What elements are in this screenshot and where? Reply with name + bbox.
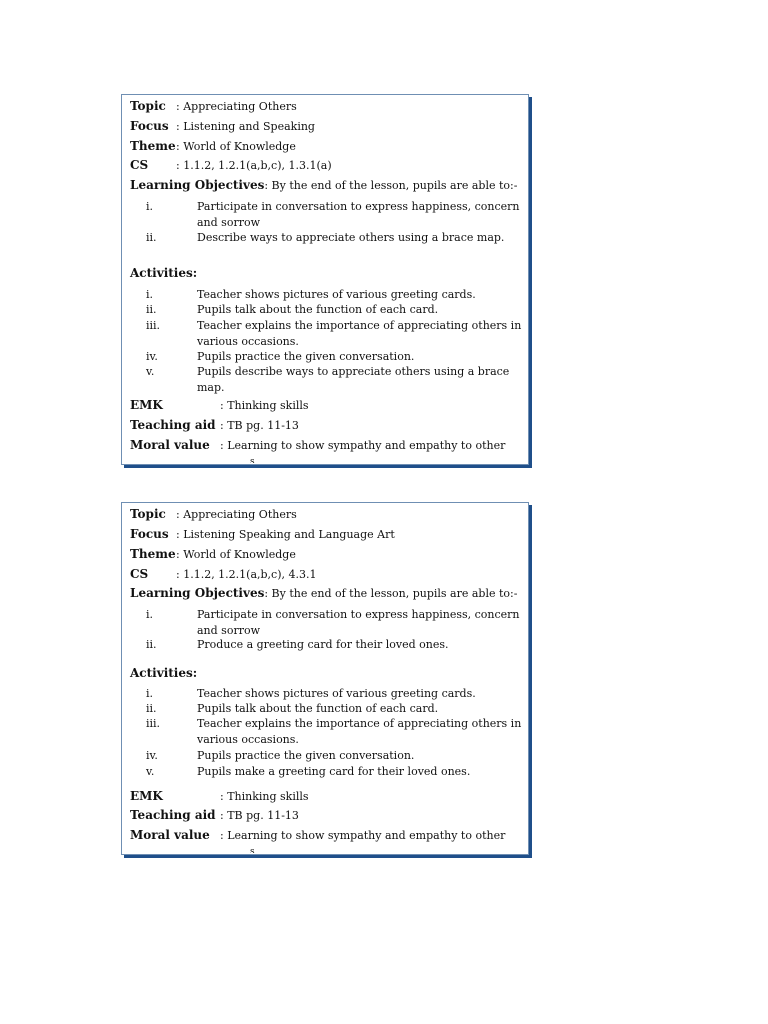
- activity-text: Pupils talk about the function of each card.: [197, 702, 439, 715]
- objective-number: i.: [146, 200, 154, 213]
- activity-number: iv.: [146, 350, 158, 363]
- learning-objectives-text: : By the end of the lesson, pupils are able to:-: [264, 179, 518, 192]
- emk-row: [130, 789, 522, 804]
- focus-value: : Listening Speaking and Language Art: [176, 528, 395, 541]
- activities-heading-row: [130, 666, 522, 681]
- topic-row: [130, 99, 522, 114]
- emk-row: [130, 398, 522, 413]
- learning-objectives-row: [130, 178, 522, 193]
- emk-value: : Thinking skills: [220, 399, 309, 412]
- theme-value: : World of Knowledge: [176, 548, 296, 561]
- learning-objectives-row: [130, 586, 522, 601]
- moral-value-label: Moral value: [130, 828, 210, 842]
- teaching-aid-label: Teaching aid: [130, 808, 216, 822]
- activity-text: Teacher shows pictures of various greeting cards.: [197, 288, 476, 301]
- moral-value-row: [130, 828, 522, 843]
- activity-text: Pupils practice the given conversation.: [197, 350, 415, 363]
- moral-value-text: : Learning to show sympathy and empathy to other: [220, 439, 506, 452]
- activity-text: Pupils describe ways to appreciate others using a brace map.: [197, 365, 510, 394]
- objective-number: ii.: [146, 638, 157, 651]
- activity-text: Teacher explains the importance of appreciating others in various occasions.: [197, 717, 522, 746]
- cs-value: : 1.1.2, 1.2.1(a,b,c), 4.3.1: [176, 568, 317, 581]
- moral-value-label: Moral value: [130, 438, 210, 452]
- lesson-plan-card-2: [121, 502, 529, 855]
- learning-objectives-text: : By the end of the lesson, pupils are able to:-: [264, 587, 518, 600]
- focus-label: Focus: [130, 119, 169, 133]
- activity-text: Pupils talk about the function of each card.: [197, 303, 439, 316]
- teaching-aid-row: [130, 418, 522, 433]
- cs-row: [130, 567, 522, 582]
- activity-text: Teacher shows pictures of various greeting cards.: [197, 687, 476, 700]
- learning-objectives-label: Learning Objectives: [130, 586, 265, 600]
- activity-number: i.: [146, 288, 154, 301]
- topic-label: Topic: [130, 99, 166, 113]
- topic-row: [130, 507, 522, 522]
- theme-value: : World of Knowledge: [176, 140, 296, 153]
- activity-text: Pupils practice the given conversation.: [197, 749, 415, 762]
- activity-text: Pupils make a greeting card for their loved ones.: [197, 765, 471, 778]
- teaching-aid-value: : TB pg. 11-13: [220, 419, 299, 432]
- activity-number: v.: [146, 765, 155, 778]
- lesson-plan-card-1: [121, 94, 529, 465]
- activity-number: v.: [146, 365, 155, 378]
- cs-label: CS: [130, 158, 149, 172]
- emk-label: EMK: [130, 789, 163, 803]
- activity-number: iii.: [146, 319, 161, 332]
- teaching-aid-label: Teaching aid: [130, 418, 216, 432]
- activity-number: ii.: [146, 702, 157, 715]
- objective-text: Describe ways to appreciate others using a brace map.: [197, 231, 505, 244]
- cs-label: CS: [130, 567, 149, 581]
- activity-text: Teacher explains the importance of appreciating others in various occasions.: [197, 319, 522, 348]
- cs-row: [130, 158, 522, 173]
- learning-objectives-label: Learning Objectives: [130, 178, 265, 192]
- activities-heading: Activities:: [130, 666, 198, 680]
- activity-number: i.: [146, 687, 154, 700]
- moral-value-text: : Learning to show sympathy and empathy to other: [220, 829, 506, 842]
- focus-row: [130, 527, 522, 542]
- emk-label: EMK: [130, 398, 163, 412]
- theme-label: Theme: [130, 139, 176, 153]
- theme-label: Theme: [130, 547, 176, 561]
- activity-number: iii.: [146, 717, 161, 730]
- objective-text: Participate in conversation to express happiness, concern and sorrow: [197, 200, 520, 229]
- activity-number: iv.: [146, 749, 158, 762]
- emk-value: : Thinking skills: [220, 790, 309, 803]
- focus-row: [130, 119, 522, 134]
- activity-number: ii.: [146, 303, 157, 316]
- topic-value: : Appreciating Others: [176, 100, 297, 113]
- objective-number: i.: [146, 608, 154, 621]
- focus-label: Focus: [130, 527, 169, 541]
- teaching-aid-row: [130, 808, 522, 823]
- objective-text: Produce a greeting card for their loved ones.: [197, 638, 449, 651]
- objective-text: Participate in conversation to express happiness, concern and sorrow: [197, 608, 520, 637]
- activities-heading: Activities:: [130, 266, 198, 280]
- theme-row: [130, 139, 522, 154]
- focus-value: : Listening and Speaking: [176, 120, 315, 133]
- moral-value-continuation: s: [250, 848, 255, 853]
- moral-value-continuation: s: [250, 458, 255, 463]
- moral-value-row: [130, 438, 522, 453]
- activities-heading-row: [130, 266, 522, 281]
- cs-value: : 1.1.2, 1.2.1(a,b,c), 1.3.1(a): [176, 159, 332, 172]
- topic-label: Topic: [130, 507, 166, 521]
- teaching-aid-value: : TB pg. 11-13: [220, 809, 299, 822]
- theme-row: [130, 547, 522, 562]
- topic-value: : Appreciating Others: [176, 508, 297, 521]
- objective-number: ii.: [146, 231, 157, 244]
